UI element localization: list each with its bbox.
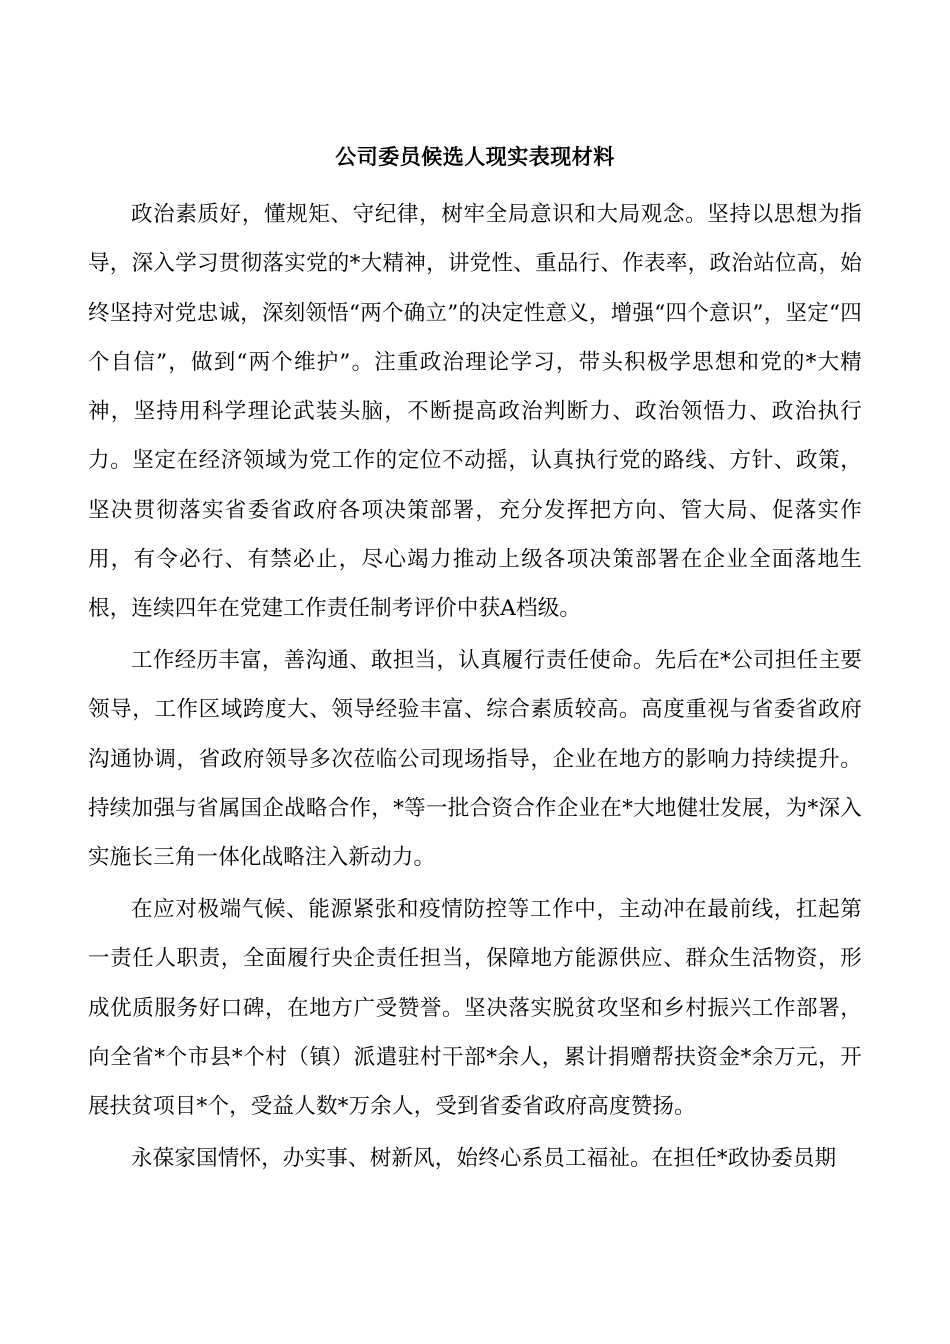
paragraph-work-experience: 工作经历丰富，善沟通、敢担当，认真履行责任使命。先后在*公司担任主要领导，工作区域跨度大、领导经验丰富、综合素质较高。高度重视与省委省政府沟通协调，省政府领导多次莅临公司现场指导，企业在地方的影响力持续提升。持续加强与省属国企战略合作，*等一批合资合作企业在*大地健壮发展，为*深入实施长三角一体化战略注入新动力。: [88, 648, 862, 871]
document-page: [88, 0, 862, 1344]
paragraph-responsibility: 在应对极端气候、能源紧张和疫情防控等工作中，主动冲在最前线，扛起第一责任人职责，全面履行央企责任担当，保障地方能源供应、群众生活物资，形成优质服务好口碑，在地方广受赞誉。坚决落实脱贫攻坚和乡村振兴工作部署，向全省*个市县*个村（镇）派遣驻村干部*余人，累计捐赠帮扶资金*余万元，开展扶贫项目*个，受益人数*万余人，受到省委省政府高度赞扬。: [88, 897, 862, 1120]
document-title: 公司委员候选人现实表现材料: [335, 144, 615, 169]
paragraph-patriotism: 永葆家国情怀，办实事、树新风，始终心系员工福祉。在担任*政协委员期: [131, 1146, 837, 1171]
paragraph-political-quality: 政治素质好，懂规矩、守纪律，树牢全局意识和大局观念。坚持以思想为指导，深入学习贯彻落实党的*大精神，讲党性、重品行、作表率，政治站位高，始终坚持对党忠诚，深刻领悟“两个确立”的决定性意义，增强“四个意识”，坚定“四个自信”，做到“两个维护”。注重政治理论学习，带头积极学思想和党的*大精神，坚持用科学理论武装头脑，不断提高政治判断力、政治领悟力、政治执行力。坚定在经济领域为党工作的定位不动摇，认真执行党的路线、方针、政策，坚决贯彻落实省委省政府各项决策部署，充分发挥把方向、管大局、促落实作用，有令必行、有禁必止，尽心竭力推动上级各项决策部署在企业全面落地生根，连续四年在党建工作责任制考评价中获A档级。: [88, 202, 862, 622]
